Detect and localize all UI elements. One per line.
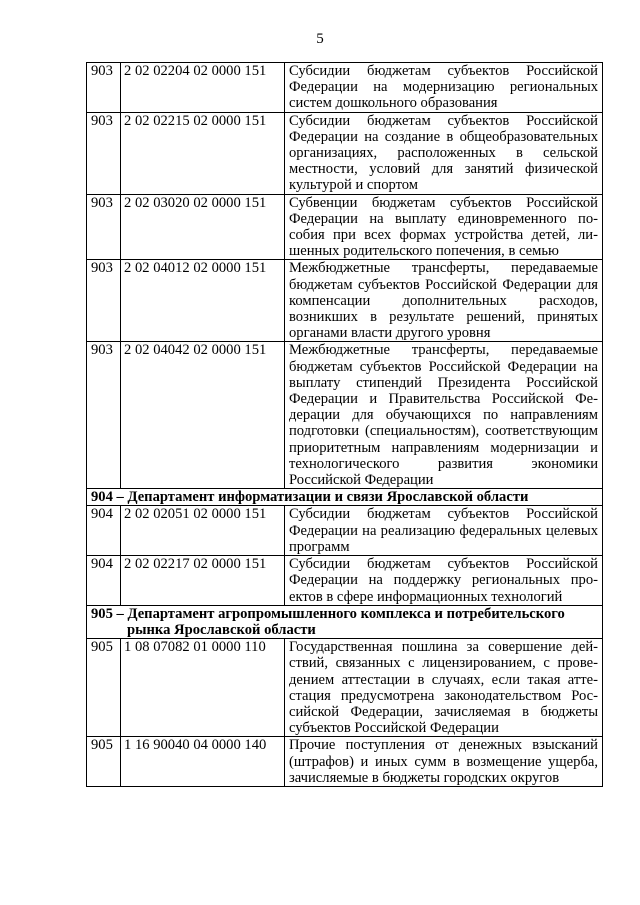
table-row [87,342,603,489]
description-cell: Межбюджетные трансферты, передаваемые бюджетам субъектов Российской Федерации для компенсации дополнительных расходов, возникших в результате решений, принятых органами власти другого уровня [285,260,603,342]
budget-code-cell: 2 02 02217 02 0000 151 [121,556,285,606]
section-title: 905 – Департамент агропромышленного комплекса и потребительского [91,605,565,622]
page-number: 5 [316,31,324,47]
admin-code-cell: 904 [87,556,121,606]
description-cell: Субсидии бюджетам субъектов Российской Федерации на модернизацию региональных систем дошкольного образования [285,63,603,113]
description-cell: Государственная пошлина за совершение действий, связанных с лицензированием, с проведением аттестации в случаях, если такая аттестация предусмотрена законодательством Российской Федерации, зачисляемая в бюджеты субъектов Российской Федерации [285,639,603,737]
section-title: 904 – Департамент информатизации и связи Ярославской области [91,489,529,506]
description-cell: Субсидии бюджетам субъектов Российской Федерации на создание в общеобразовательных организациях, расположенных в сельской местности, условий для занятий физической культурой и спортом [285,112,603,194]
admin-code-cell: 905 [87,639,121,737]
table-row [87,260,603,342]
section-header-cell [87,489,603,506]
budget-code-cell: 2 02 02204 02 0000 151 [121,63,285,113]
table-row [87,737,603,787]
section-header-cell [87,605,603,638]
budget-code-cell: 2 02 03020 02 0000 151 [121,194,285,260]
table-row [87,63,603,113]
table-row [87,506,603,556]
budget-code-cell: 2 02 02215 02 0000 151 [121,112,285,194]
section-header-row [87,605,603,638]
admin-code-cell: 905 [87,737,121,787]
description-cell: Субвенции бюджетам субъектов Российской Федерации на выплату единовременного пособия при всех формах устройства детей, лишенных родительского попечения, в семью [285,194,603,260]
admin-code-cell: 903 [87,342,121,489]
budget-code-cell: 2 02 04012 02 0000 151 [121,260,285,342]
admin-code-cell: 903 [87,63,121,113]
budget-code-cell: 2 02 04042 02 0000 151 [121,342,285,489]
description-cell: Межбюджетные трансферты, передаваемые бюджетам субъектов Российской Федерации на выплату стипендий Президента Российской Федерации и Правительства Российской Федерации для обучающихся по направлениям подготовки (специальностям), соответствующим приоритетным направлениям модернизации и технологического развития экономики Российской Федерации [285,342,603,489]
budget-code-cell: 1 16 90040 04 0000 140 [121,737,285,787]
revenue-code-table [86,62,603,787]
description-cell: Субсидии бюджетам субъектов Российской Федерации на реализацию федеральных целевых программ [285,506,603,556]
admin-code-cell: 904 [87,506,121,556]
budget-code-cell: 2 02 02051 02 0000 151 [121,506,285,556]
section-header-row [87,489,603,506]
table-row [87,194,603,260]
admin-code-cell: 903 [87,260,121,342]
table-row [87,639,603,737]
description-cell: Прочие поступления от денежных взысканий (штрафов) и иных сумм в возмещение ущерба, зачисляемые в бюджеты городских округов [285,737,603,787]
budget-code-cell: 1 08 07082 01 0000 110 [121,639,285,737]
admin-code-cell: 903 [87,112,121,194]
table-row [87,556,603,606]
admin-code-cell: 903 [87,194,121,260]
table-row [87,112,603,194]
section-title-continuation: рынка Ярославской области [127,621,316,638]
description-cell: Субсидии бюджетам субъектов Российской Федерации на поддержку региональных проектов в сфере информационных технологий [285,556,603,606]
